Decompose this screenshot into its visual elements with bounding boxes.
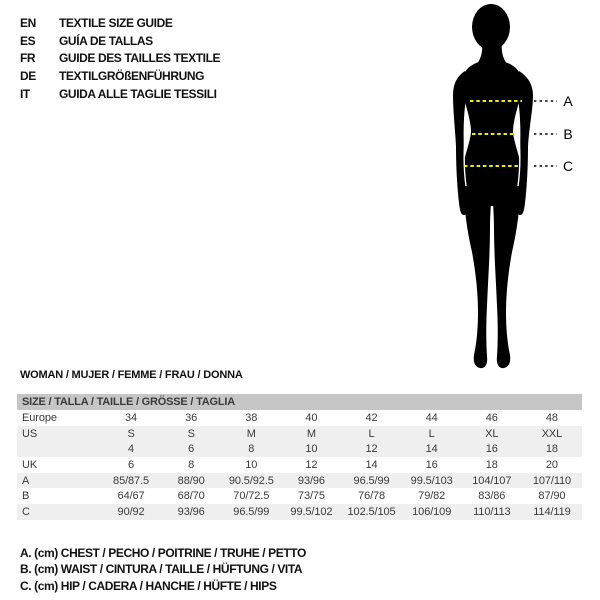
table-cell: 107/110 (532, 474, 572, 487)
language-code: IT (20, 86, 30, 101)
table-cell: 102.5/105 (347, 505, 396, 518)
woman-silhouette-figure (420, 0, 580, 375)
table-cell: 48 (545, 411, 558, 424)
language-code: FR (20, 51, 36, 66)
table-cell: 110/113 (473, 505, 511, 518)
legend-hip: C. (cm) HIP / CADERA / HANCHE / HÜFTE / HIPS (20, 578, 277, 593)
table-row (17, 488, 582, 504)
table-cell: 16 (425, 458, 438, 471)
table-cell: 104/107 (472, 474, 512, 487)
silhouette-left-leg (464, 178, 491, 368)
language-row (20, 49, 220, 67)
woman-silhouette-svg (420, 0, 580, 375)
table-cell: XL (485, 427, 499, 440)
language-row (20, 32, 220, 50)
table-cell: 14 (425, 443, 438, 456)
section-title: WOMAN / MUJER / FEMME / FRAU / DONNA (20, 369, 243, 381)
language-code: DE (20, 68, 36, 83)
table-cell: 106/109 (412, 505, 452, 518)
table-cell: 96.5/99 (353, 474, 390, 487)
table-cell: 12 (365, 443, 378, 456)
table-cell: 14 (365, 458, 378, 471)
language-title: GUIDE DES TAILLES TEXTILE (59, 51, 221, 66)
table-cell: 40 (305, 411, 318, 424)
table-cell: 20 (545, 458, 558, 471)
woman-silhouette (453, 4, 533, 368)
measurement-legend (20, 545, 306, 594)
table-cell: 10 (245, 458, 258, 471)
table-cell: 96.5/99 (233, 505, 270, 518)
table-cell: 88/90 (177, 474, 205, 487)
table-cell: 114/119 (533, 505, 571, 518)
table-cell: 36 (185, 411, 198, 424)
silhouette-right-leg (493, 178, 520, 368)
table-row-label: Europe (22, 411, 57, 424)
table-cell: 34 (125, 411, 138, 424)
table-cell: 99.5/103 (410, 474, 453, 487)
language-code: ES (20, 33, 36, 48)
table-cell: 6 (128, 458, 135, 471)
table-cell: 79/82 (418, 490, 446, 503)
marker-label-waist: B (563, 126, 573, 142)
language-title: GUÍA DE TALLAS (59, 33, 153, 48)
table-cell: 42 (365, 411, 378, 424)
table-row (17, 426, 582, 442)
language-row (20, 14, 220, 32)
marker-label-chest: A (563, 93, 573, 109)
table-cell: XXL (541, 427, 563, 440)
legend-chest: A. (cm) CHEST / PECHO / POITRINE / TRUHE / PETTO (20, 546, 306, 561)
table-row (17, 410, 582, 426)
table-cell: 44 (425, 411, 438, 424)
table-cell: 38 (245, 411, 258, 424)
table-cell: 76/78 (358, 490, 386, 503)
table-cell: S (127, 427, 135, 440)
table-row-label: US (22, 427, 38, 440)
language-title: TEXTILE SIZE GUIDE (59, 15, 173, 30)
table-cell: 16 (485, 443, 498, 456)
table-row-label: UK (22, 458, 38, 471)
table-row-label: C (22, 505, 30, 518)
table-cell: S (187, 427, 195, 440)
language-row (20, 67, 220, 85)
table-cell: 85/87.5 (113, 474, 150, 487)
marker-label-hip: C (562, 158, 574, 174)
table-cell: 83/86 (478, 490, 506, 503)
table-cell: 8 (248, 443, 255, 456)
table-cell: 90.5/92.5 (228, 474, 274, 487)
table-row-label: B (22, 490, 30, 503)
table-row (17, 473, 582, 489)
table-cell: 87/90 (538, 490, 566, 503)
table-cell: 18 (485, 458, 498, 471)
language-list (20, 14, 220, 102)
size-table (17, 394, 582, 520)
table-cell: 93/96 (177, 505, 205, 518)
table-row (17, 504, 582, 520)
language-title: GUIDA ALLE TAGLIE TESSILI (59, 86, 217, 101)
table-cell: 64/67 (117, 490, 145, 503)
table-cell: L (368, 427, 375, 440)
table-cell: 73/75 (297, 490, 325, 503)
table-cell: 6 (188, 443, 195, 456)
table-cell: L (428, 427, 435, 440)
language-code: EN (20, 15, 36, 30)
table-cell: 90/92 (117, 505, 145, 518)
table-cell: 4 (128, 443, 135, 456)
table-cell: M (246, 427, 256, 440)
table-cell: 46 (485, 411, 498, 424)
table-cell: 10 (305, 443, 318, 456)
table-row (17, 441, 582, 457)
size-table-rows (17, 410, 582, 520)
table-cell: 99.5/102 (290, 505, 333, 518)
table-cell: M (306, 427, 316, 440)
size-table-header: SIZE / TALLA / TAILLE / GRÖSSE / TAGLIA (17, 394, 582, 410)
table-cell: 93/96 (297, 474, 325, 487)
language-title: TEXTILGRÖßENFÜHRUNG (59, 68, 205, 83)
table-cell: 8 (188, 458, 195, 471)
table-cell: 70/72.5 (233, 490, 270, 503)
table-row-label: A (22, 474, 30, 487)
table-cell: 12 (305, 458, 318, 471)
language-row (20, 85, 220, 103)
legend-waist: B. (cm) WAIST / CINTURA / TAILLE / HÜFTUNG / VITA (20, 562, 303, 577)
table-cell: 18 (545, 443, 558, 456)
table-row (17, 457, 582, 473)
table-cell: 68/70 (177, 490, 205, 503)
